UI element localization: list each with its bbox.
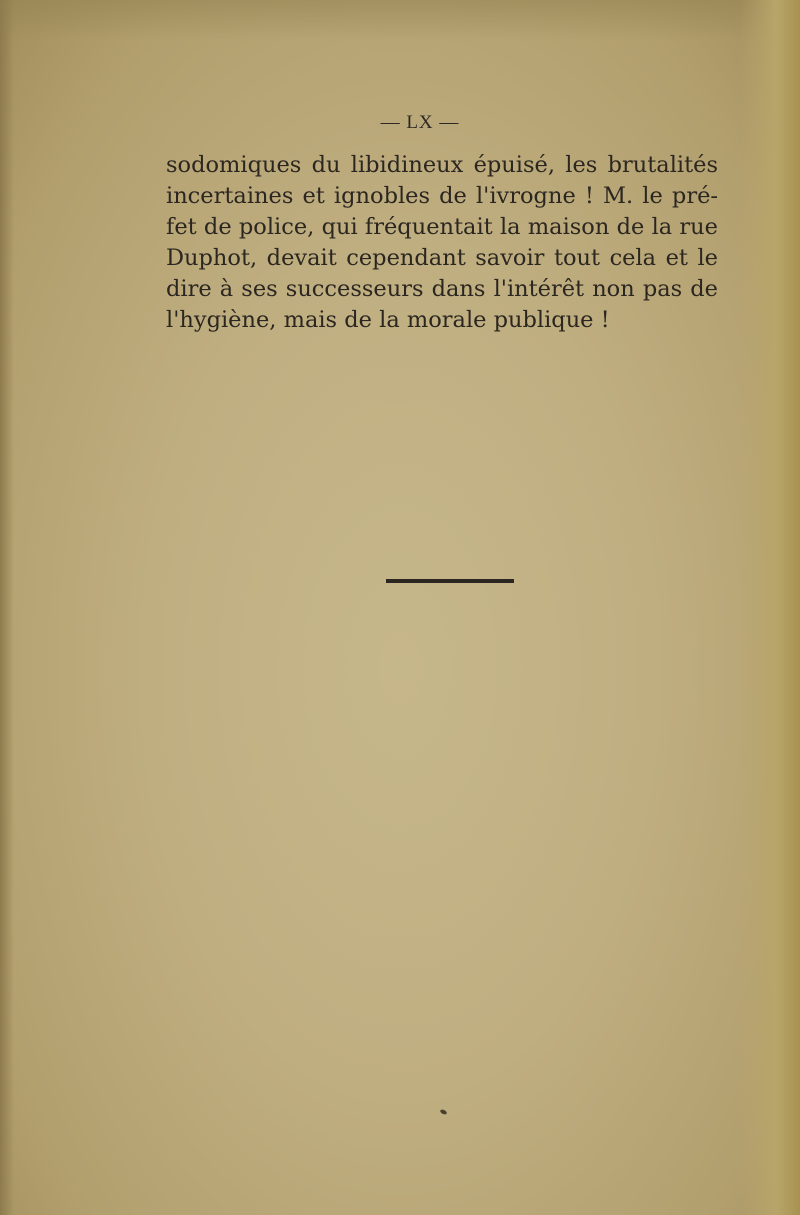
paper-edge-top — [0, 0, 800, 40]
text-line: fet de police, qui fréquentait la maison de la rue — [166, 214, 718, 240]
paper-edge-left — [0, 0, 14, 1215]
paper-edge-right — [740, 0, 800, 1215]
text-line: incertaines et ignobles de l'ivrogne ! M. le pré- — [166, 183, 718, 209]
text-line: Duphot, devait cependant savoir tout cela et le — [166, 245, 718, 271]
text-line-last: l'hygiène, mais de la morale publique ! — [166, 307, 610, 333]
section-end-rule — [386, 579, 514, 583]
text-line: sodomiques du libidineux épuisé, les brutalités — [166, 152, 718, 178]
body-paragraph — [166, 150, 718, 336]
paper-speck — [439, 1109, 447, 1116]
running-head: — LX — — [380, 112, 460, 133]
text-line: dire à ses successeurs dans l'intérêt non pas de — [166, 276, 718, 302]
